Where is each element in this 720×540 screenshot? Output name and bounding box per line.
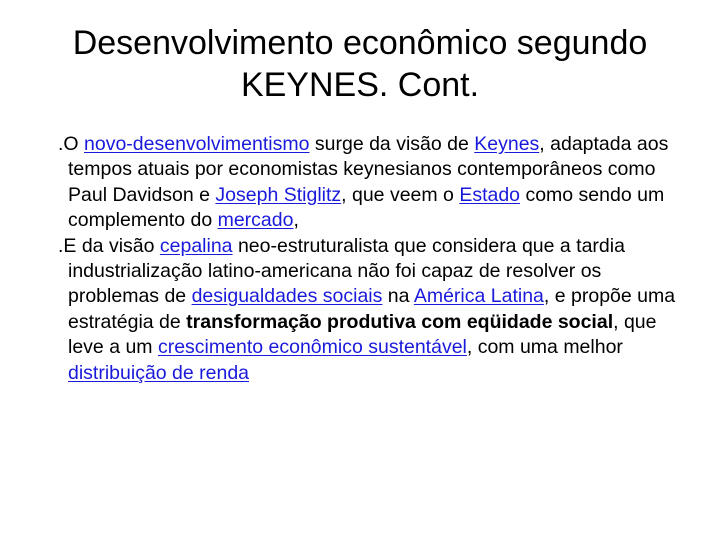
link-mercado[interactable]: mercado bbox=[217, 209, 294, 232]
link-america-latina[interactable]: América Latina bbox=[413, 285, 544, 308]
link-estado[interactable]: Estado bbox=[459, 183, 521, 206]
link-distribuicao-de-renda[interactable]: distribuição de renda bbox=[68, 361, 250, 384]
title-line-2: KEYNES. Cont. bbox=[240, 66, 480, 104]
text-segment: , adaptada aos tempos atuais por economistas keynesianos contemporâneos como Paul Davidson e bbox=[68, 133, 669, 206]
text-segment: .E da visão bbox=[58, 234, 160, 257]
bold-phrase: transformação produtiva com eqüidade social bbox=[186, 310, 614, 333]
link-keynes[interactable]: Keynes bbox=[474, 133, 540, 155]
text-segment: neo-estruturalista que considera que a tardia industrialização latino-americana não foi capaz de resolver os problemas de bbox=[68, 234, 625, 308]
text-segment: na bbox=[382, 285, 414, 308]
slide-title bbox=[40, 22, 680, 106]
title-line-1: Desenvolvimento econômico segundo bbox=[72, 24, 648, 62]
link-novo-desenvolvimentismo[interactable]: novo-desenvolvimentismo bbox=[84, 133, 310, 155]
text-segment: , que leve a um bbox=[68, 310, 657, 359]
text-segment: , com uma melhor bbox=[466, 336, 623, 359]
link-cepalina[interactable]: cepalina bbox=[159, 234, 233, 257]
paragraph-novo-desenvolvimentismo bbox=[58, 132, 678, 234]
text-segment: , que veem o bbox=[341, 183, 460, 206]
link-desigualdades-sociais[interactable]: desigualdades sociais bbox=[191, 285, 383, 308]
slide-body bbox=[58, 132, 678, 386]
link-joseph-stiglitz[interactable]: Joseph Stiglitz bbox=[215, 183, 342, 206]
paragraph-cepalina bbox=[58, 234, 678, 386]
link-crescimento-economico-sustentavel[interactable]: crescimento econômico sustentável bbox=[157, 336, 467, 359]
text-segment: surge da visão de bbox=[309, 133, 475, 155]
text-segment: , e propõe uma estratégia de bbox=[68, 285, 676, 333]
text-segment: .O bbox=[58, 133, 85, 155]
text-segment: como sendo um complemento do bbox=[68, 183, 665, 232]
text-segment: , bbox=[293, 209, 299, 232]
